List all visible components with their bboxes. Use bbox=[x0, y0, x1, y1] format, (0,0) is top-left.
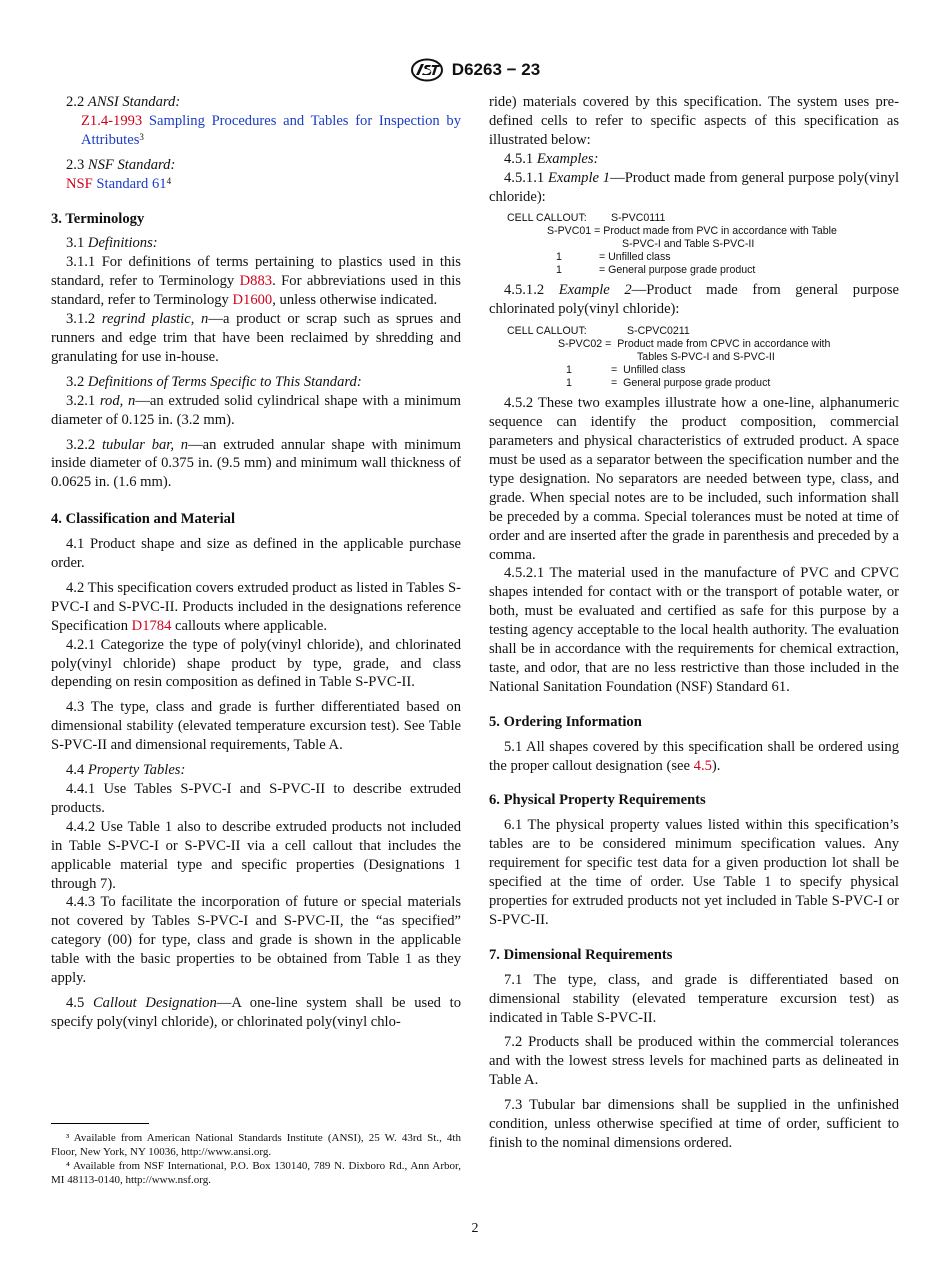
ansi-z14-link[interactable]: Z1.4-1993 bbox=[81, 112, 143, 129]
nsf-link[interactable]: NSF bbox=[66, 175, 93, 192]
section-5-heading: 5. Ordering Information bbox=[489, 713, 642, 730]
page-number: 2 bbox=[471, 1221, 479, 1236]
ansi-z14-title-link[interactable]: Sampling Procedures and Tables for Inspection by Attributes bbox=[81, 112, 461, 148]
footnote-divider bbox=[51, 1123, 149, 1124]
section-4-4-2: 4.4.2 Use Table 1 also to describe extruded products not included in Table S-PVC-I or S-PVC-II via a cell callout that includes the applicable material type and specific properties (Designations 1 through 7). bbox=[51, 818, 461, 892]
footnote-3: ³ Available from American National Standards Institute (ANSI), 25 W. 43rd St., 4th Floor, New York, NY 10036, http://www.ansi.org. bbox=[51, 1132, 461, 1158]
section-3-2-2: 3.2.2 tubular bar, n—an extruded annular shape with minimum inside diameter of 0.375 in. (9.5 mm) and minimum wall thickness of 0.0625 in. (1.6 mm). bbox=[51, 436, 461, 491]
d1784-link[interactable]: D1784 bbox=[131, 617, 172, 634]
section-4-5-2-1: 4.5.2.1 The material used in the manufacture of PVC and CPVC shapes intended for contact with or the transport of potable water, or both, must be evaluated and certified as safe for this purpose by a testing agency acceptable to the local health authority. The evaluation shall be in accordance with the requirements for chemical extraction, taste, and odor, that are no less restrictive than those included in the National Sanitation Foundation (NSF) Standard 61. bbox=[489, 565, 899, 695]
section-6-heading: 6. Physical Property Requirements bbox=[489, 792, 706, 809]
nsf-reference: NSF Standard $61^4$ bbox=[66, 175, 172, 192]
section-4-4-1: 4.4.1 Use Tables S-PVC-I and S-PVC-II to describe extruded products. bbox=[51, 781, 461, 816]
d883-link[interactable]: D883 bbox=[239, 273, 273, 290]
nsf-standard-61-link[interactable]: Standard 61 bbox=[92, 175, 167, 192]
section-7-2: 7.2 Products shall be produced within the commercial tolerances and with the lowest stress levels for machined parts as delineated in Table A. bbox=[489, 1034, 899, 1089]
section-4-2-1: 4.2.1 Categorize the type of poly(vinyl chloride), and chlorinated poly(vinyl chloride) shape product by type, grade, and class depending on resin composition as defined in Table S-PVC-II. bbox=[51, 636, 461, 691]
section-4-heading: 4. Classification and Material bbox=[51, 511, 236, 528]
section-4-5: 4.5 Callout Designation—A one-line system shall be used to specify poly(vinyl chloride), or chlorinated poly(vinyl chlo- bbox=[51, 994, 462, 1030]
callout-example-2: CELL CALLOUT: S-CPVC0211 S-PVC02 = Product made from CPVC in accordance with Tables S-PVC-I and S-PVC-II 1 = Unfilled class 1 = General purpose grade product bbox=[507, 325, 831, 390]
section-4-2: 4.2 This specification covers extruded product as listed in Tables S-PVC-I and S-PVC-II. Products included in the designations reference Specification D1784 callouts where applicable. bbox=[51, 579, 461, 634]
section-3-2-heading: 3.2 Definitions of Terms Specific to This Standard: bbox=[66, 373, 362, 390]
section-7-1: 7.1 The type, class, and grade is differentiated based on dimensional stability (elevated temperature excursion test) as indicated in Table S-PVC-II. bbox=[489, 971, 899, 1026]
section-3-heading: 3. Terminology bbox=[51, 210, 145, 227]
section-4-5-continued: ride) materials covered by this specification. The system uses pre-defined cells to refer to specific aspects of this specification as illustrated below: bbox=[489, 94, 899, 148]
left-column bbox=[51, 93, 461, 1032]
section-5-1: 5.1 All shapes covered by this specification shall be ordered using the proper callout designation (see 4.5). bbox=[489, 738, 899, 774]
ansi-reference: Z1.4-1993 Sampling Procedures and Tables for Inspection by Attributes$^3$ bbox=[81, 112, 461, 148]
section-4-4-3: 4.4.3 To facilitate the incorporation of future or special materials not covered by Tables S-PVC-I and S-PVC-II, the “as specified” category (00) for type, class and grade is shown in the applicable table with the basic properties to be obtained from Table 1 as they apply. bbox=[51, 894, 461, 987]
section-4-1: 4.1 Product shape and size as defined in the applicable purchase order. bbox=[51, 536, 461, 572]
d1600-link[interactable]: D1600 bbox=[232, 292, 273, 309]
callout-example-1: CELL CALLOUT: S-PVC0111 S-PVC01 = Product made from PVC in accordance with Table S-PVC-I and Table S-PVC-II 1 = Unfilled class 1 = General purpose grade product bbox=[507, 212, 837, 277]
section-3-1-2: 3.1.2 regrind plastic, n—a product or scrap such as sprues and runners and edge trim that have been reclaimed by shredding and granulating for use in-house. bbox=[51, 311, 461, 365]
page-header bbox=[0, 58, 950, 82]
section-7-heading: 7. Dimensional Requirements bbox=[489, 946, 673, 963]
section-3-2-1: 3.2.1 rod, n—an extruded solid cylindrical shape with a minimum diameter of 0.125 in. (3.2 mm). bbox=[51, 392, 462, 428]
example-1: 4.5.1.1 Example 1—Product made from general purpose poly(vinyl chloride): bbox=[489, 169, 899, 205]
section-7-3: 7.3 Tubular bar dimensions shall be supplied in the unfinished condition, unless otherwise specified at time of order, sufficient to finish to the nominal dimensions ordered. bbox=[489, 1097, 899, 1151]
example-2: 4.5.1.2 Example 2—Product made from general purpose chlorinated poly(vinyl chloride): bbox=[489, 282, 899, 318]
section-4-5-link[interactable]: 4.5 bbox=[693, 757, 712, 774]
footnotes bbox=[51, 1131, 461, 1187]
astm-logo-icon bbox=[410, 58, 444, 82]
right-column bbox=[489, 93, 899, 1153]
document-designation: D6263 − 23 bbox=[451, 60, 541, 79]
section-4-4-heading: 4.4 Property Tables: bbox=[66, 762, 186, 779]
section-2-3-heading: 2.3 NSF Standard: bbox=[66, 156, 176, 173]
section-3-1-heading: 3.1 Definitions: bbox=[66, 235, 158, 252]
footnote-4: ⁴ Available from NSF International, P.O. Box 130140, 789 N. Dixboro Rd., Ann Arbor, MI 48113-0140, http://www.nsf.org. bbox=[51, 1160, 461, 1186]
section-3-1-1: 3.1.1 For definitions of terms pertaining to plastics used in this standard, refer to Terminology D883. For abbreviations used in this standard, refer to Terminology D1600, unless otherwise indicated. bbox=[51, 254, 461, 309]
section-4-5-1-heading: 4.5.1 Examples: bbox=[504, 150, 599, 167]
section-4-3: 4.3 The type, class and grade is further differentiated based on dimensional stability (elevated temperature excursion test). See Table S-PVC-II and dimensional requirements, Table A. bbox=[51, 699, 461, 754]
section-4-5-2: 4.5.2 These two examples illustrate how a one-line, alphanumeric sequence can identify the product composition, commercial parameters and physical characteristics of extruded product. A space must be used as a separator between the specification number and the type designation. No separators are needed between type, class, and grade. When special notes are to be included, such information shall be preceded by a comma. Special tolerances must be noted at time of order and are inserted after the grade in parenthesis and preceded by a comma. bbox=[489, 395, 899, 563]
section-2-2-heading: 2.2 ANSI Standard: bbox=[66, 94, 181, 110]
section-6-1: 6.1 The physical property values listed within this specification’s tables are to be considered minimum specification values. Any requirement for specific test data for a given production lot shall be specified at the time of order. Use Table 1 to specify physical properties for extruded products not yet included in Table S-PVC-I or S-PVC-II. bbox=[489, 817, 899, 928]
